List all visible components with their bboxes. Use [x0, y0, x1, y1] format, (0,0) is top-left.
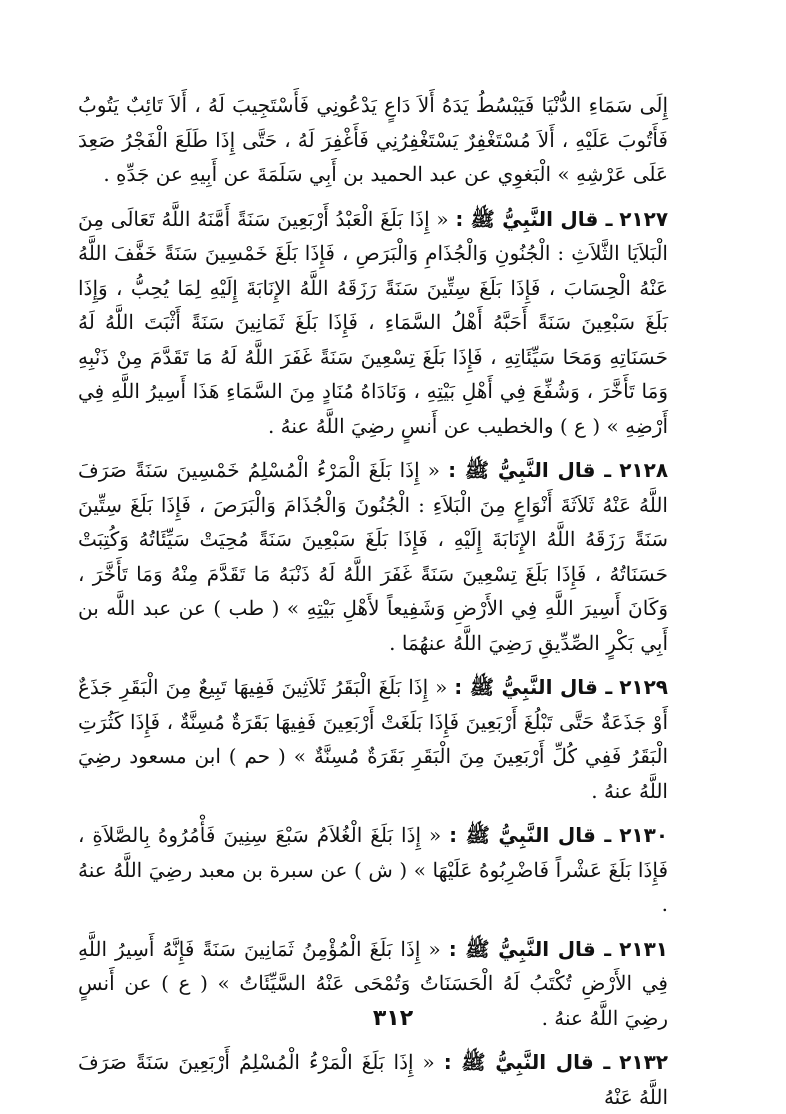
hadith-2128 [78, 453, 668, 660]
page-number: ٣١٢ [372, 1006, 414, 1031]
hadith-number: ٢١٢٩ [619, 675, 669, 699]
hadith-number: ٢١٣٢ [619, 1050, 668, 1074]
hadith-2132 [78, 1045, 668, 1114]
hadith-lead: ـ قال النَّبِيُّ ﷺ : [443, 1050, 611, 1074]
hadith-number: ٢١٢٨ [619, 458, 669, 482]
hadith-number: ٢١٣١ [619, 936, 668, 961]
hadith-text: « إِذَا بَلَغَ الْبَقَرُ ثَلاَثِينَ فَفِيهَا تَبِيعٌ مِنَ الْبَقَرِ جَذَعٌ أَوْ جَذَعَةٌ حَتَّى تَبْلُغَ أَرْبَعِينَ فَإِذَا بَلَغَتْ أَرْبَعِينَ فَفِيهَا بَقَرَةٌ مُسِنَّةٌ ، فَإِذَا كَثُرَتِ الْبَقَرُ فَفِي كُلِّ أَرْبَعِينَ مِنَ الْبَقَرِ بَقَرَةٌ مُسِنَّةٌ » ( حم ) ابن مسعود رضِيَ اللَّهُ عنهُ . [78, 675, 669, 803]
hadith-lead: ـ قال النَّبِيُّ ﷺ : [455, 206, 613, 231]
hadith-number: ٢١٢٧ [619, 206, 669, 231]
hadith-lead: ـ قال النَّبِيُّ ﷺ : [448, 936, 612, 961]
hadith-lead: ـ قال النَّبِيُّ ﷺ : [449, 823, 612, 847]
hadith-text: « إِذَا بَلَغَ الْمَرْءُ الْمُسْلِمُ أَرْبَعِينَ سَنَةً صَرَفَ اللَّهُ عَنْهُ [78, 1050, 668, 1109]
hadith-2127 [78, 202, 668, 444]
hadith-text: « إِذَا بَلَغَ الْغُلاَمُ سَبْعَ سِنِينَ فَأْمُرُوهُ بِالصَّلاَةِ ، فَإِذَا بَلَغَ عَشْراً فَاضْرِبُوهُ عَلَيْهَا » ( ش ) عن سبرة بن معبد رضِيَ اللَّهُ عنهُ . [78, 823, 668, 916]
hadith-text: « إِذَا بَلَغَ الْعَبْدُ أَرْبَعِينَ سَنَةً أَمَّنَهُ اللَّهُ تَعَالَى مِنَ الْبَلاَيَا الثَّلاَثِ : الْجُنُونِ وَالْجُذَامِ وَالْبَرَصِ ، فَإِذَا بَلَغَ خَمْسِينَ سَنَةً خَفَّفَ اللَّهُ عَنْهُ الْحِسَابَ ، فَإِذَا بَلَغَ سِتِّينَ سَنَةً رَزَقَهُ اللَّهُ الإِنَابَةَ إِلَيْهِ لِمَا يُحِبُّ ، وَإِذَا بَلَغَ سَبْعِينَ سَنَةً أَحَبَّهُ أَهْلُ السَّمَاءِ ، فَإِذَا بَلَغَ ثَمَانِينَ سَنَةً أَثْبَتَ اللَّهُ لَهُ حَسَنَاتِهِ وَمَحَا سَيِّئَاتِهِ ، فَإِذَا بَلَغَ تِسْعِينَ سَنَةً غَفَرَ اللَّهُ لَهُ مَا تَقَدَّمَ مِنْ ذَنْبِهِ وَمَا تَأَخَّرَ ، وَشُفِّعَ فِي أَهْلِ بَيْتِهِ ، وَنَادَاهُ مُنَادٍ مِنَ السَّمَاءِ هَذَا أَسِيرُ اللَّهِ فِي أَرْضِهِ » ( ع ) والخطيب عن أَنسٍ رضِيَ اللَّهُ عنهُ . [78, 206, 668, 438]
hadith-text: « إِذَا بَلَغَ الْمَرْءُ الْمُسْلِمُ خَمْسِينَ سَنَةً صَرَفَ اللَّهُ عَنْهُ ثَلاَثَةَ أَنْوَاعٍ مِنَ الْبَلاَءِ : الْجُنُونَ وَالْجُذَامَ وَالْبَرَصَ ، فَإِذَا بَلَغَ سِتِّينَ سَنَةً رَزَقَهُ اللَّهُ الإِنَابَةَ إِلَيْهِ ، فَإِذَا بَلَغَ سَبْعِينَ سَنَةً مُحِيَتْ سَيِّئَاتُهُ وَكُتِبَتْ حَسَنَاتُهُ ، فَإِذَا بَلَغَ تِسْعِينَ سَنَةً غَفَرَ اللَّهُ لَهُ ذَنْبَهُ مَا تَقَدَّمَ مِنْهُ وَمَا تَأَخَّرَ ، وَكَانَ أَسِيرَ اللَّهِ فِي الأَرْضِ وَشَفِيعاً لأَهْلِ بَيْتِهِ » ( طب ) عن عبد اللَّه بن أَبِي بَكْرٍ الصِّدِّيقِ رَضِيَ اللَّهُ عنهُمَا . [78, 458, 668, 655]
hadith-lead: ـ قال النَّبِيُّ ﷺ : [448, 458, 612, 482]
hadith-2130 [78, 818, 668, 922]
hadith-2129 [78, 670, 668, 808]
continuation-paragraph: إِلَى سَمَاءِ الدُّنْيَا فَيَبْسُطُ يَدَهُ أَلاَ دَاعٍ يَدْعُونِي فَأَسْتَجِيبَ لَهُ ، أَلاَ تَائِبٌ يَتُوبُ فَأَتُوبَ عَلَيْهِ ، أَلاَ مُسْتَغْفِرٌ يَسْتَغْفِرُنِي فَأَغْفِرَ لَهُ ، حَتَّى إِذَا طَلَعَ الْفَجْرُ صَعِدَ عَلَى عَرْشِهِ » الْبَغوِي عن عبد الحميد بن أَبِي سَلَمَةَ عن أَبِيهِ عن جَدِّهِ . [78, 93, 668, 186]
hadith-number: ٢١٣٠ [619, 823, 669, 847]
hadith-lead: ـ قال النَّبِيُّ ﷺ : [454, 675, 613, 699]
hadith-text: « إِذَا بَلَغَ الْمُؤْمِنُ ثَمَانِينَ سَنَةً فَإِنَّهُ أَسِيرُ اللَّهِ فِي الأَرْضِ تُكْتَبُ لَهُ الْحَسَنَاتُ وَتُمْحَى عَنْهُ السَّيِّئَاتُ » ( ع ) عن أَنسٍ رضِيَ اللَّهُ عنهُ . [78, 936, 668, 1030]
